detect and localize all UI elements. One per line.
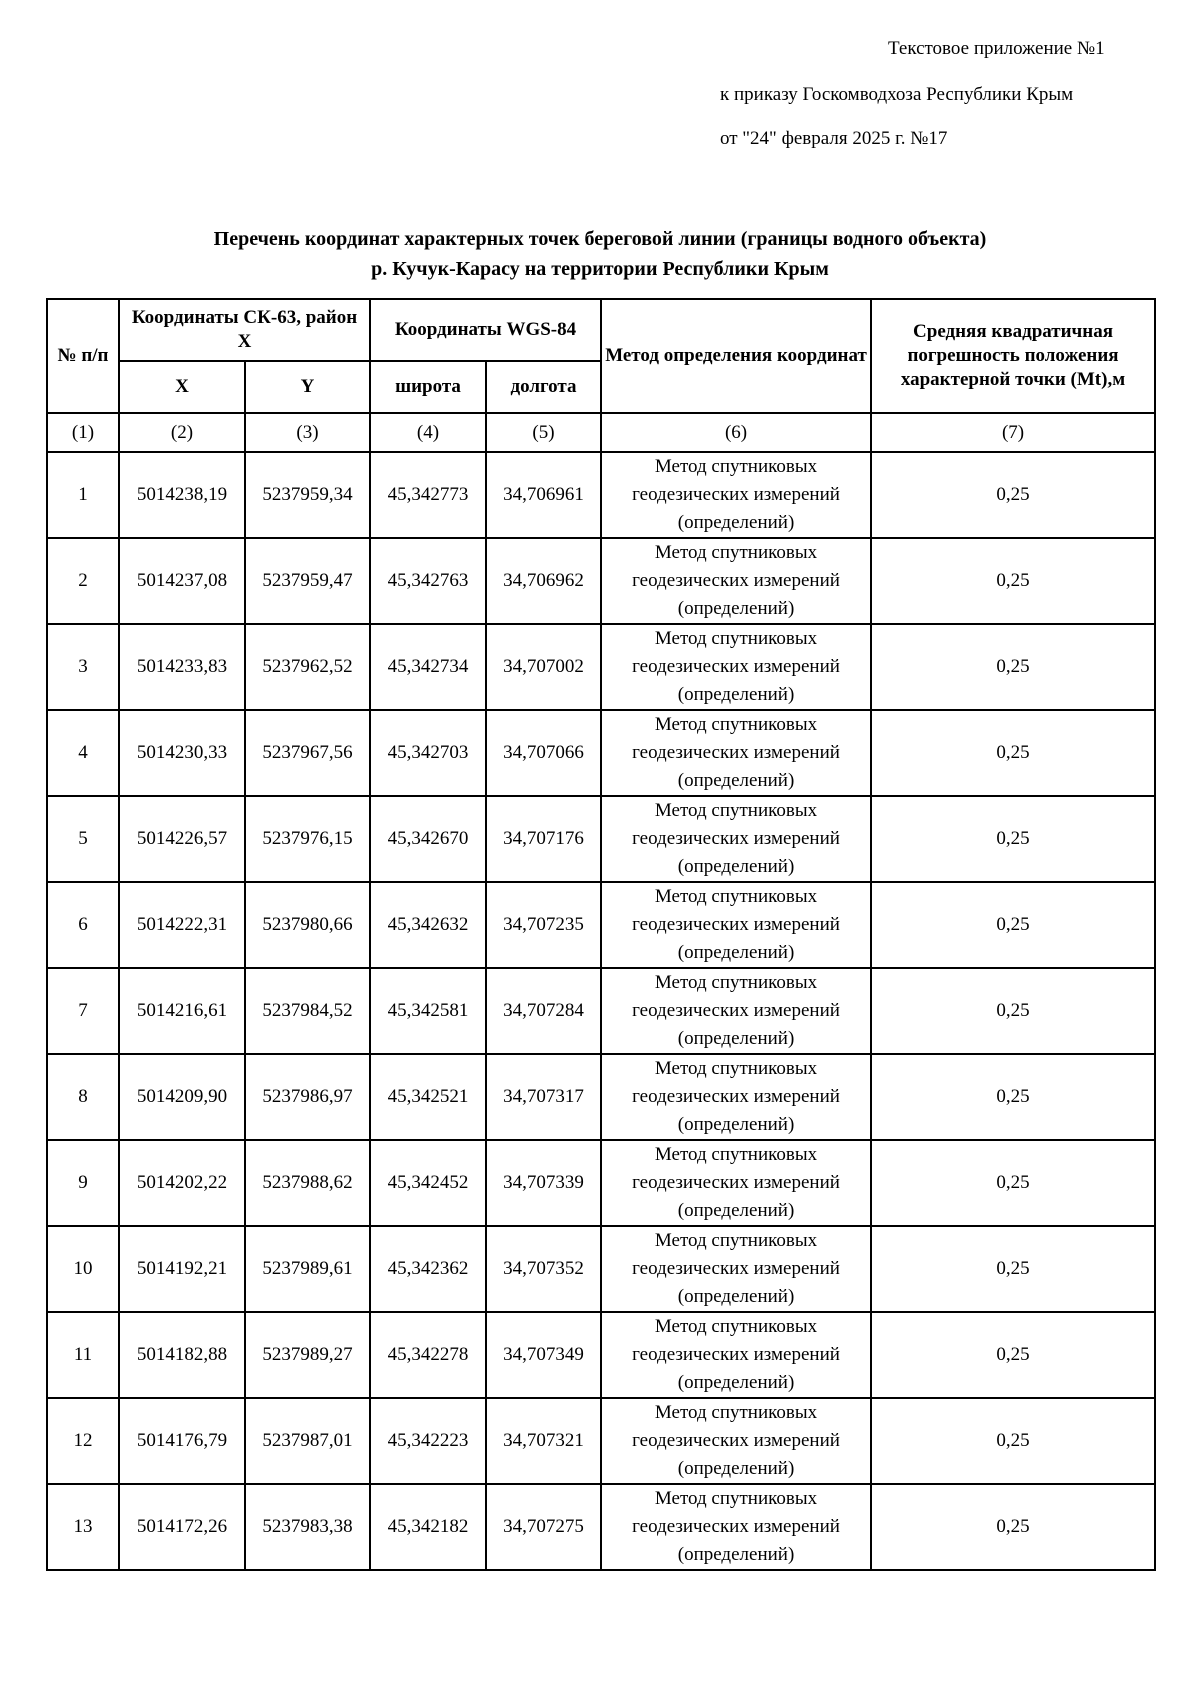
cell-lat: 45,342521 xyxy=(370,1054,486,1140)
cell-method: Метод спутниковых геодезических измерений (определений) xyxy=(601,968,871,1054)
cell-num: 13 xyxy=(47,1484,119,1570)
cell-y: 5237988,62 xyxy=(245,1140,370,1226)
table-row xyxy=(47,968,1155,1054)
cell-method: Метод спутниковых геодезических измерений (определений) xyxy=(601,1484,871,1570)
cell-mt: 0,25 xyxy=(871,1226,1155,1312)
cell-lon: 34,707176 xyxy=(486,796,601,882)
cell-lon: 34,706962 xyxy=(486,538,601,624)
col-number: (6) xyxy=(601,413,871,452)
cell-lat: 45,342278 xyxy=(370,1312,486,1398)
cell-lon: 34,707275 xyxy=(486,1484,601,1570)
coordinates-table xyxy=(46,298,1156,1571)
cell-x: 5014222,31 xyxy=(119,882,245,968)
cell-x: 5014192,21 xyxy=(119,1226,245,1312)
cell-method: Метод спутниковых геодезических измерений (определений) xyxy=(601,1312,871,1398)
cell-mt: 0,25 xyxy=(871,882,1155,968)
cell-x: 5014182,88 xyxy=(119,1312,245,1398)
cell-x: 5014202,22 xyxy=(119,1140,245,1226)
cell-lat: 45,342581 xyxy=(370,968,486,1054)
cell-lon: 34,707317 xyxy=(486,1054,601,1140)
cell-x: 5014226,57 xyxy=(119,796,245,882)
table-row xyxy=(47,796,1155,882)
table-row xyxy=(47,1054,1155,1140)
cell-y: 5237980,66 xyxy=(245,882,370,968)
cell-method: Метод спутниковых геодезических измерений (определений) xyxy=(601,1398,871,1484)
cell-lat: 45,342734 xyxy=(370,624,486,710)
cell-method: Метод спутниковых геодезических измерений (определений) xyxy=(601,882,871,968)
table-row xyxy=(47,1226,1155,1312)
table-row xyxy=(47,1140,1155,1226)
cell-y: 5237983,38 xyxy=(245,1484,370,1570)
cell-mt: 0,25 xyxy=(871,1398,1155,1484)
cell-mt: 0,25 xyxy=(871,1054,1155,1140)
table-row xyxy=(47,882,1155,968)
cell-y: 5237962,52 xyxy=(245,624,370,710)
cell-x: 5014176,79 xyxy=(119,1398,245,1484)
document-title xyxy=(0,224,1200,284)
cell-x: 5014209,90 xyxy=(119,1054,245,1140)
order-reference: к приказу Госкомводхоза Республики Крым xyxy=(720,84,1074,105)
cell-y: 5237986,97 xyxy=(245,1054,370,1140)
cell-y: 5237987,01 xyxy=(245,1398,370,1484)
cell-method: Метод спутниковых геодезических измерений (определений) xyxy=(601,1226,871,1312)
table-row xyxy=(47,1484,1155,1570)
cell-method: Метод спутниковых геодезических измерений (определений) xyxy=(601,796,871,882)
table-body xyxy=(47,452,1155,1570)
table-row xyxy=(47,452,1155,538)
cell-mt: 0,25 xyxy=(871,538,1155,624)
cell-lon: 34,707284 xyxy=(486,968,601,1054)
cell-y: 5237976,15 xyxy=(245,796,370,882)
cell-num: 3 xyxy=(47,624,119,710)
cell-y: 5237989,61 xyxy=(245,1226,370,1312)
cell-num: 11 xyxy=(47,1312,119,1398)
cell-method: Метод спутниковых геодезических измерений (определений) xyxy=(601,1054,871,1140)
cell-num: 10 xyxy=(47,1226,119,1312)
cell-num: 5 xyxy=(47,796,119,882)
cell-mt: 0,25 xyxy=(871,710,1155,796)
cell-mt: 0,25 xyxy=(871,1140,1155,1226)
table-row xyxy=(47,538,1155,624)
col-number: (7) xyxy=(871,413,1155,452)
cell-lat: 45,342773 xyxy=(370,452,486,538)
cell-method: Метод спутниковых геодезических измерений (определений) xyxy=(601,538,871,624)
col-number: (4) xyxy=(370,413,486,452)
appendix-title: Текстовое приложение №1 xyxy=(888,38,1105,59)
cell-mt: 0,25 xyxy=(871,968,1155,1054)
cell-mt: 0,25 xyxy=(871,1312,1155,1398)
table-row xyxy=(47,710,1155,796)
cell-method: Метод спутниковых геодезических измерений (определений) xyxy=(601,452,871,538)
col-number: (1) xyxy=(47,413,119,452)
cell-y: 5237989,27 xyxy=(245,1312,370,1398)
cell-lon: 34,707002 xyxy=(486,624,601,710)
cell-mt: 0,25 xyxy=(871,624,1155,710)
table-row xyxy=(47,1312,1155,1398)
title-line-2: р. Кучук-Карасу на территории Республики Крым xyxy=(371,258,829,280)
cell-num: 9 xyxy=(47,1140,119,1226)
col-number: (5) xyxy=(486,413,601,452)
col-number: (2) xyxy=(119,413,245,452)
header-error: Средняя квадратичная погрешность положения характерной точки (Mt),м xyxy=(871,299,1155,413)
cell-lat: 45,342703 xyxy=(370,710,486,796)
cell-num: 8 xyxy=(47,1054,119,1140)
header-method: Метод определения координат xyxy=(601,299,871,413)
header-lat: широта xyxy=(370,361,486,413)
cell-mt: 0,25 xyxy=(871,452,1155,538)
cell-y: 5237959,34 xyxy=(245,452,370,538)
cell-mt: 0,25 xyxy=(871,796,1155,882)
cell-lon: 34,706961 xyxy=(486,452,601,538)
cell-lat: 45,342362 xyxy=(370,1226,486,1312)
cell-x: 5014237,08 xyxy=(119,538,245,624)
header-num: № п/п xyxy=(47,299,119,413)
cell-method: Метод спутниковых геодезических измерений (определений) xyxy=(601,624,871,710)
cell-x: 5014172,26 xyxy=(119,1484,245,1570)
col-number: (3) xyxy=(245,413,370,452)
title-line-1: Перечень координат характерных точек береговой линии (границы водного объекта) xyxy=(213,228,987,250)
cell-y: 5237959,47 xyxy=(245,538,370,624)
cell-lat: 45,342452 xyxy=(370,1140,486,1226)
cell-lat: 45,342223 xyxy=(370,1398,486,1484)
cell-num: 12 xyxy=(47,1398,119,1484)
cell-lat: 45,342670 xyxy=(370,796,486,882)
cell-lon: 34,707235 xyxy=(486,882,601,968)
order-date: от "24" февраля 2025 г. №17 xyxy=(720,128,948,149)
cell-lat: 45,342763 xyxy=(370,538,486,624)
cell-lat: 45,342632 xyxy=(370,882,486,968)
header-x: X xyxy=(119,361,245,413)
cell-lon: 34,707352 xyxy=(486,1226,601,1312)
cell-lon: 34,707066 xyxy=(486,710,601,796)
cell-y: 5237967,56 xyxy=(245,710,370,796)
cell-num: 4 xyxy=(47,710,119,796)
cell-x: 5014233,83 xyxy=(119,624,245,710)
cell-x: 5014238,19 xyxy=(119,452,245,538)
cell-y: 5237984,52 xyxy=(245,968,370,1054)
cell-num: 1 xyxy=(47,452,119,538)
cell-num: 2 xyxy=(47,538,119,624)
cell-method: Метод спутниковых геодезических измерений (определений) xyxy=(601,710,871,796)
table-row xyxy=(47,1398,1155,1484)
cell-method: Метод спутниковых геодезических измерений (определений) xyxy=(601,1140,871,1226)
header-sk63: Координаты СК-63, район X xyxy=(119,299,370,361)
cell-lat: 45,342182 xyxy=(370,1484,486,1570)
table-row xyxy=(47,624,1155,710)
cell-mt: 0,25 xyxy=(871,1484,1155,1570)
header-y: Y xyxy=(245,361,370,413)
cell-x: 5014216,61 xyxy=(119,968,245,1054)
cell-x: 5014230,33 xyxy=(119,710,245,796)
header-lon: долгота xyxy=(486,361,601,413)
cell-lon: 34,707339 xyxy=(486,1140,601,1226)
cell-num: 6 xyxy=(47,882,119,968)
cell-lon: 34,707349 xyxy=(486,1312,601,1398)
cell-lon: 34,707321 xyxy=(486,1398,601,1484)
header-wgs84: Координаты WGS-84 xyxy=(370,299,601,361)
cell-num: 7 xyxy=(47,968,119,1054)
